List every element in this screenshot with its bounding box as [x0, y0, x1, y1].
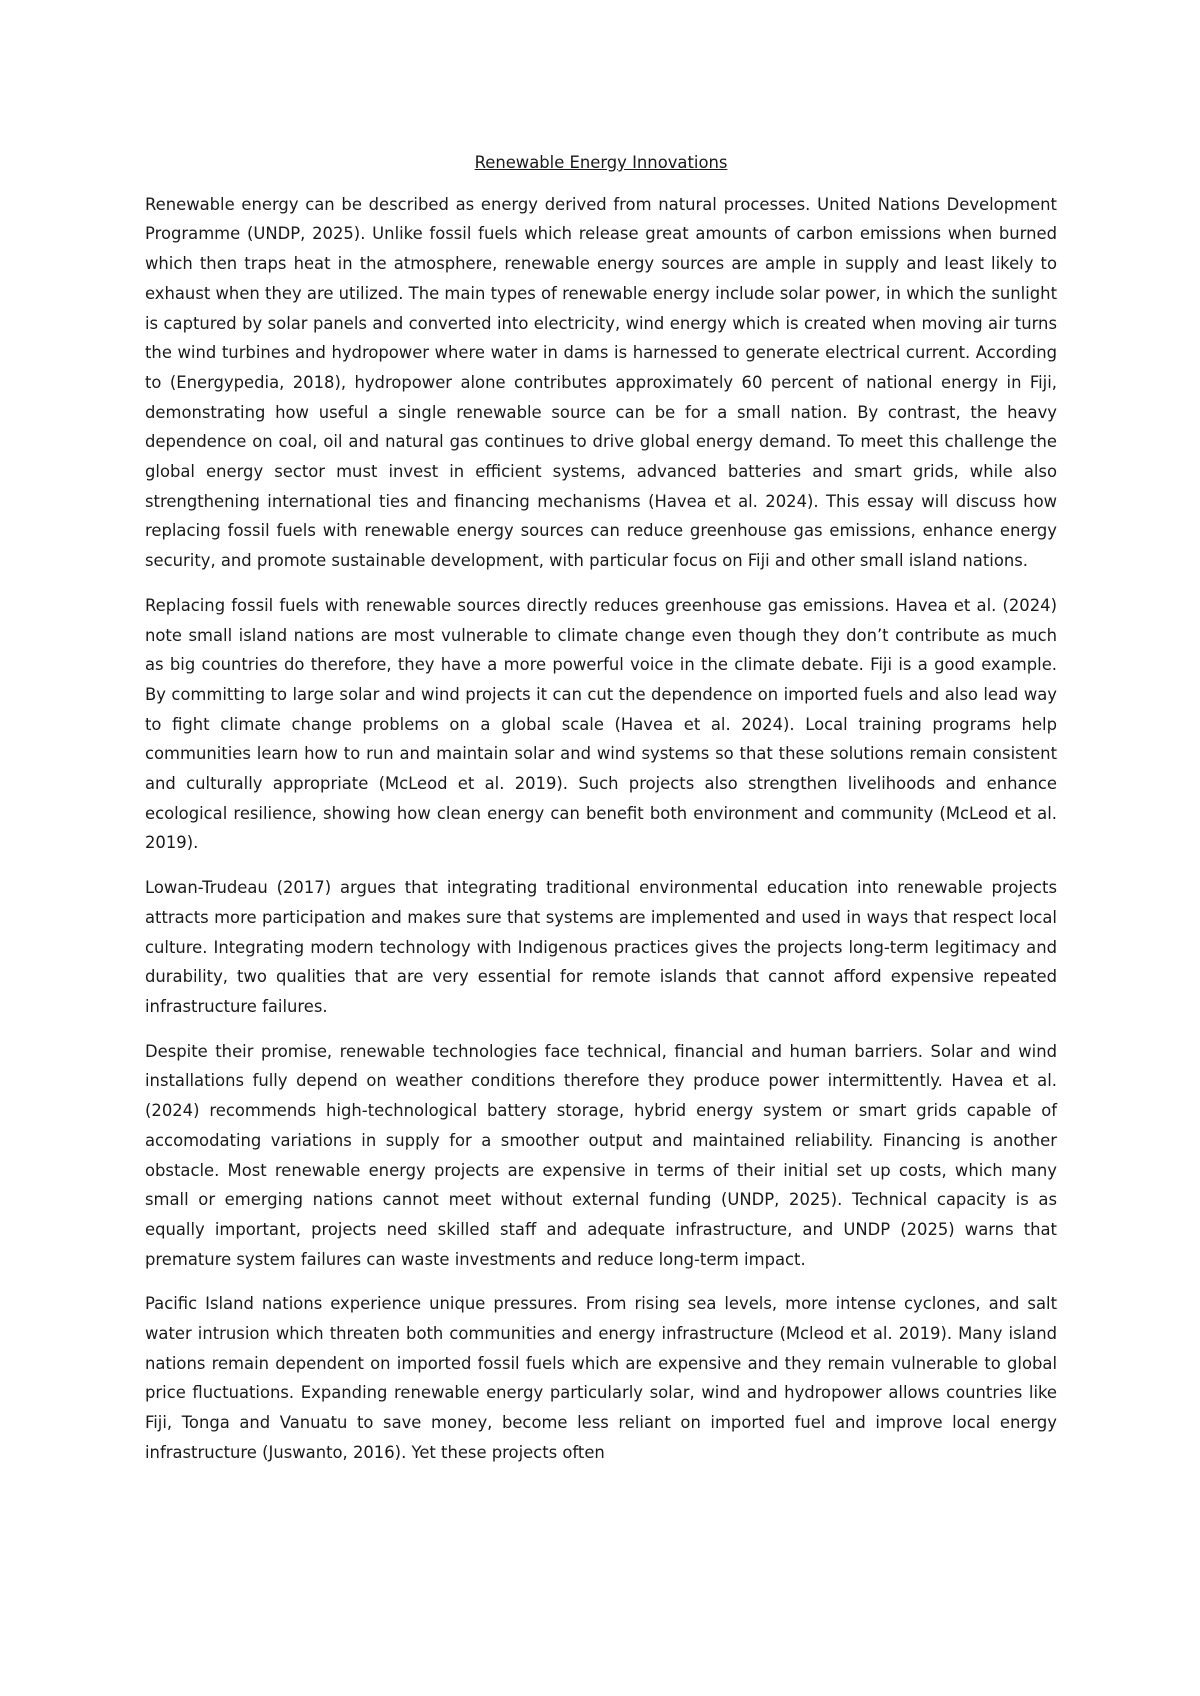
paragraph-introduction: Renewable energy can be described as energy derived from natural processes. United Nations Development Programme (UNDP, 2025). Unlike fossil fuels which release great amounts of carbon emissions when burned which then traps heat in the atmosphere, renewable energy sources are ample in supply and least likely to exhaust when they are utilized. The main types of renewable energy include solar power, in which the sunlight is captured by solar panels and converted into electricity, wind energy which is created when moving air turns the wind turbines and hydropower where water in dams is harnessed to generate electrical current. According to (Energypedia, 2018), hydropower alone contributes approximately 60 percent of national energy in Fiji, demonstrating how useful a single renewable source can be for a small nation. By contrast, the heavy dependence on coal, oil and natural gas continues to drive global energy demand. To meet this challenge the global energy sector must invest in efficient systems, advanced batteries and smart grids, while also strengthening international ties and financing mechanisms (Havea et al. 2024). This essay will discuss how replacing fossil fuels with renewable energy sources can reduce greenhouse gas emissions, enhance energy security, and promote sustainable development, with particular focus on Fiji and other small island nations. — [145, 194, 1057, 571]
paragraph-emissions: Replacing fossil fuels with renewable sources directly reduces greenhouse gas emissions. Havea et al. (2024) note small island nations are most vulnerable to climate change even though they don’t contribute as much as big countries do therefore, they have a more powerful voice in the climate debate. Fiji is a good example. By committing to large solar and wind projects it can cut the dependence on imported fuels and also lead way to fight climate change problems on a global scale (Havea et al. 2024). Local training programs help communities learn how to run and maintain solar and wind systems so that these solutions remain consistent and culturally appropriate (McLeod et al. 2019). Such projects also strengthen livelihoods and enhance ecological resilience, showing how clean energy can benefit both environment and community (McLeod et al. 2019). — [145, 595, 1057, 853]
paragraph-pacific-islands: Pacific Island nations experience unique pressures. From rising sea levels, more intense cyclones, and salt water intrusion which threaten both communities and energy infrastructure (Mcleod et al. 2019). Many island nations remain dependent on imported fossil fuels which are expensive and they remain vulnerable to global price fluctuations. Expanding renewable energy particularly solar, wind and hydropower allows countries like Fiji, Tonga and Vanuatu to save money, become less reliant on imported fuel and improve local energy infrastructure (Juswanto, 2016). Yet these projects often — [145, 1294, 1057, 1462]
paragraph-barriers: Despite their promise, renewable technologies face technical, financial and human barriers. Solar and wind installations fully depend on weather conditions therefore they produce power intermittently. Havea et al. (2024) recommends high-technological battery storage, hybrid energy system or smart grids capable of accomodating variations in supply for a smoother output and maintained reliability. Financing is another obstacle. Most renewable energy projects are expensive in terms of their initial set up costs, which many small or emerging nations cannot meet without external funding (UNDP, 2025). Technical capacity is as equally important, projects need skilled staff and adequate infrastructure, and UNDP (2025) warns that premature system failures can waste investments and reduce long-term impact. — [145, 1041, 1057, 1269]
document-title: Renewable Energy Innovations — [474, 153, 728, 172]
paragraph-traditional-education: Lowan-Trudeau (2017) argues that integrating traditional environmental education into renewable projects attracts more participation and makes sure that systems are implemented and used in ways that respect local culture. Integrating modern technology with Indigenous practices gives the projects long-term legitimacy and durability, two qualities that are very essential for remote islands that cannot afford expensive repeated infrastructure failures. — [145, 878, 1057, 1016]
document-body — [145, 148, 1057, 1483]
